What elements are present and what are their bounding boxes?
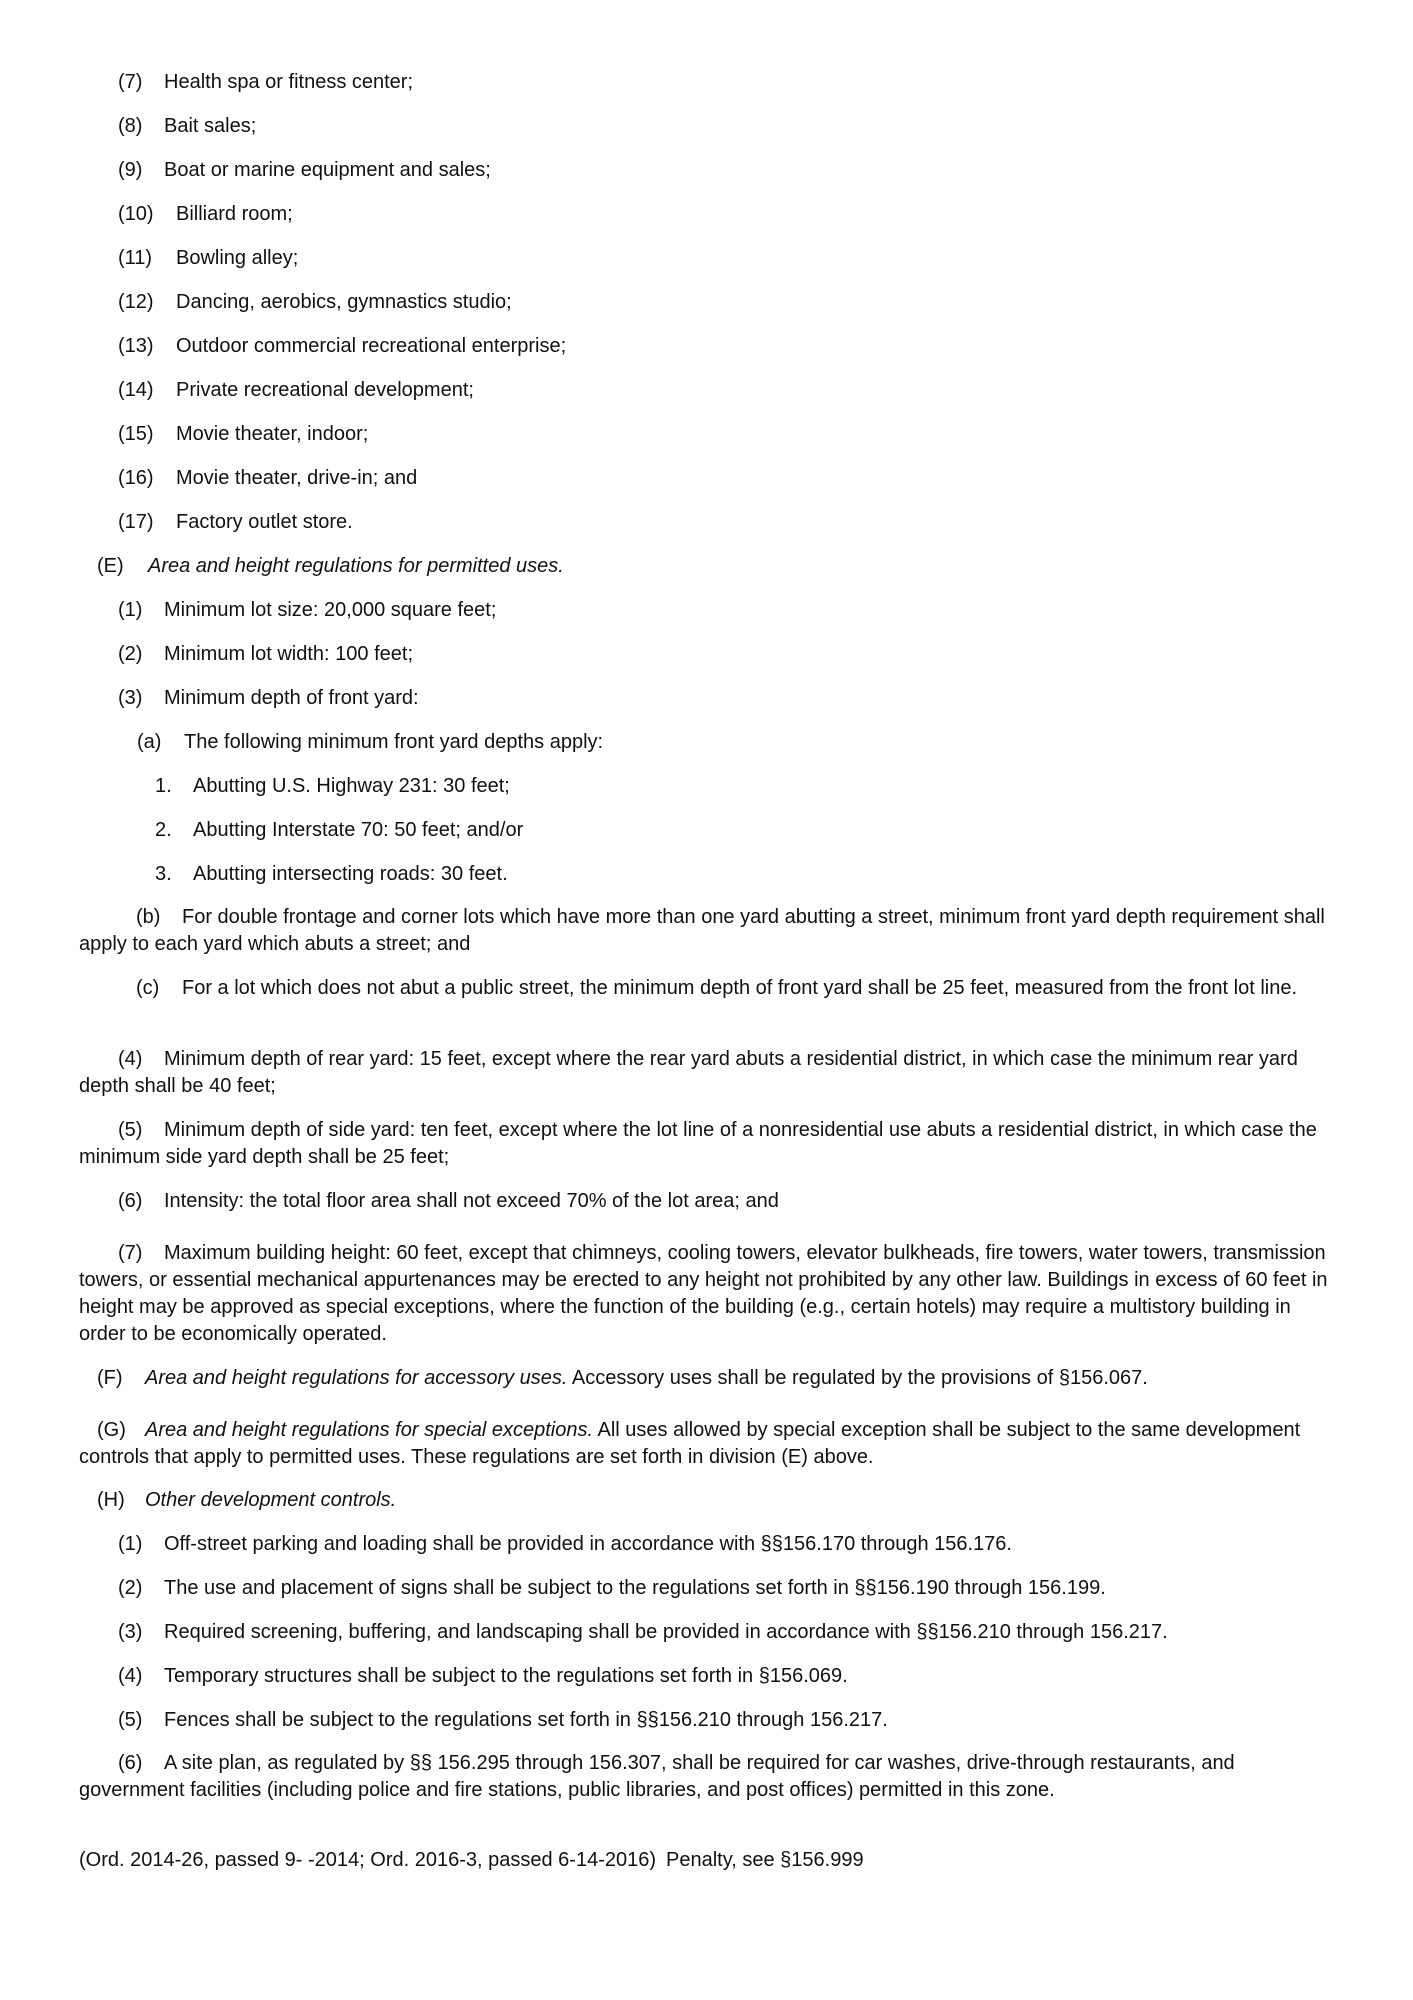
section-text: Accessory uses shall be regulated by the provisions of §156.067. — [567, 1367, 1148, 1389]
list-item — [118, 686, 419, 710]
list-item — [137, 730, 603, 754]
item-text: Minimum lot width: 100 feet; — [164, 643, 413, 665]
item-number: (b) — [136, 906, 161, 928]
item-number: (9) — [118, 159, 143, 181]
paragraph-4 — [79, 1046, 1341, 1100]
item-text: Temporary structures shall be subject to the regulations set forth in §156.069. — [164, 1665, 848, 1687]
section-number: (F) — [97, 1367, 123, 1389]
item-text: Intensity: the total floor area shall not exceed 70% of the lot area; and — [164, 1190, 779, 1212]
ordinance-history: (Ord. 2014-26, passed 9- -2014; Ord. 2016-3, passed 6-14-2016) — [79, 1849, 657, 1871]
list-item — [118, 1576, 1106, 1600]
list-item — [118, 334, 566, 358]
item-text: A site plan, as regulated by §§ 156.295 through 156.307, shall be required for car washes, drive-through restaurants, and government facilities (including police and fire stations, public libraries, and post offices) permitted in this zone. — [79, 1752, 1235, 1801]
item-text: Maximum building height: 60 feet, except that chimneys, cooling towers, elevator bulkheads, fire towers, water towers, transmission towers, or essential mechanical appurtenances may be erected to any height not prohibited by any other law. Buildings in excess of 60 feet in height may be approved as special exceptions, where the function of the building (e.g., certain hotels) may require a multistory building in order to be economically operated. — [79, 1242, 1328, 1345]
item-number: (4) — [118, 1048, 143, 1070]
list-item — [118, 598, 496, 622]
item-number: (c) — [136, 977, 160, 999]
section-e-heading — [97, 554, 564, 578]
item-number: (3) — [118, 1621, 143, 1643]
item-number: (8) — [118, 115, 143, 137]
item-text: Minimum depth of front yard: — [164, 687, 419, 709]
item-text: Off-street parking and loading shall be provided in accordance with §§156.170 through 156.176. — [164, 1533, 1012, 1555]
list-item — [118, 510, 353, 534]
paragraph-h6 — [79, 1750, 1341, 1804]
section-number: (G) — [97, 1419, 126, 1441]
list-item — [118, 1708, 888, 1732]
item-number: (3) — [118, 687, 143, 709]
item-text: Boat or marine equipment and sales; — [164, 159, 491, 181]
item-number: (2) — [118, 643, 143, 665]
item-number: (4) — [118, 1665, 143, 1687]
list-item — [118, 290, 512, 314]
item-text: The following minimum front yard depths apply: — [184, 731, 604, 753]
section-number: (H) — [97, 1489, 125, 1511]
item-number: (7) — [118, 71, 143, 93]
list-item — [155, 774, 510, 798]
item-text: Dancing, aerobics, gymnastics studio; — [176, 291, 512, 313]
item-text: Private recreational development; — [176, 379, 474, 401]
section-h-heading — [97, 1488, 396, 1512]
history-note — [79, 1848, 864, 1872]
item-text: The use and placement of signs shall be subject to the regulations set forth in §§156.190 through 156.199. — [164, 1577, 1106, 1599]
item-text: Factory outlet store. — [176, 511, 353, 533]
list-item — [118, 642, 413, 666]
list-item — [118, 1620, 1168, 1644]
item-number: (1) — [118, 599, 143, 621]
paragraph-c — [79, 975, 1341, 1002]
list-item — [118, 114, 256, 138]
item-number: (7) — [118, 1242, 143, 1264]
paragraph-7 — [79, 1240, 1341, 1348]
item-text: Movie theater, drive-in; and — [176, 467, 418, 489]
list-item — [118, 378, 474, 402]
item-text: Billiard room; — [176, 203, 293, 225]
list-item — [118, 1532, 1012, 1556]
item-number: (6) — [118, 1752, 143, 1774]
item-text: Health spa or fitness center; — [164, 71, 414, 93]
item-number: (a) — [137, 731, 162, 753]
section-title: Area and height regulations for permitted uses. — [148, 555, 564, 577]
item-number: (12) — [118, 291, 154, 313]
list-item — [118, 246, 298, 270]
section-title: Area and height regulations for special exceptions. — [145, 1419, 594, 1441]
item-text: Bait sales; — [164, 115, 257, 137]
item-number: (15) — [118, 423, 154, 445]
item-number: (1) — [118, 1533, 143, 1555]
section-title: Other development controls. — [145, 1489, 397, 1511]
item-number: (2) — [118, 1577, 143, 1599]
item-text: For a lot which does not abut a public street, the minimum depth of front yard shall be 25 feet, measured from the front lot line. — [182, 977, 1298, 999]
item-text: Required screening, buffering, and landscaping shall be provided in accordance with §§156.210 through 156.217. — [164, 1621, 1168, 1643]
section-g — [79, 1417, 1341, 1471]
section-f — [79, 1365, 1341, 1392]
item-text: Fences shall be subject to the regulations set forth in §§156.210 through 156.217. — [164, 1709, 888, 1731]
item-text: Minimum lot size: 20,000 square feet; — [164, 599, 497, 621]
list-item — [118, 1664, 848, 1688]
paragraph-b — [79, 904, 1341, 958]
item-number: (16) — [118, 467, 154, 489]
list-item — [118, 202, 293, 226]
list-item — [118, 422, 368, 446]
item-text: Abutting intersecting roads: 30 feet. — [193, 863, 508, 885]
item-text: Minimum depth of side yard: ten feet, except where the lot line of a nonresidential use abuts a residential district, in which case the minimum side yard depth shall be 25 feet; — [79, 1119, 1317, 1168]
item-text: Movie theater, indoor; — [176, 423, 369, 445]
item-number: 1. — [155, 775, 172, 797]
item-text: Abutting Interstate 70: 50 feet; and/or — [193, 819, 524, 841]
item-text: For double frontage and corner lots which have more than one yard abutting a street, minimum front yard depth requirement shall apply to each yard which abuts a street; and — [79, 906, 1325, 955]
item-number: 2. — [155, 819, 172, 841]
list-item — [118, 70, 413, 94]
section-number: (E) — [97, 555, 124, 577]
item-number: (13) — [118, 335, 154, 357]
list-item — [118, 466, 417, 490]
item-text: Abutting U.S. Highway 231: 30 feet; — [193, 775, 510, 797]
item-number: (5) — [118, 1709, 143, 1731]
item-number: 3. — [155, 863, 172, 885]
item-text: Bowling alley; — [176, 247, 299, 269]
penalty-reference: Penalty, see §156.999 — [666, 1849, 864, 1871]
list-item — [155, 862, 508, 886]
paragraph-5 — [79, 1117, 1341, 1171]
item-number: (5) — [118, 1119, 143, 1141]
item-text: Outdoor commercial recreational enterprise; — [176, 335, 567, 357]
item-number: (6) — [118, 1190, 143, 1212]
section-title: Area and height regulations for accessory uses. — [145, 1367, 568, 1389]
item-number: (11) — [118, 247, 153, 269]
item-text: Minimum depth of rear yard: 15 feet, except where the rear yard abuts a residential district, in which case the minimum rear yard depth shall be 40 feet; — [79, 1048, 1298, 1097]
list-item — [118, 158, 491, 182]
item-number: (14) — [118, 379, 154, 401]
item-number: (10) — [118, 203, 154, 225]
paragraph-6 — [79, 1188, 1341, 1215]
item-number: (17) — [118, 511, 154, 533]
section-text: All uses allowed by special exception shall be subject to the same development controls that apply to permitted uses. These regulations are set forth in division (E) above. — [79, 1419, 1301, 1468]
list-item — [155, 818, 523, 842]
